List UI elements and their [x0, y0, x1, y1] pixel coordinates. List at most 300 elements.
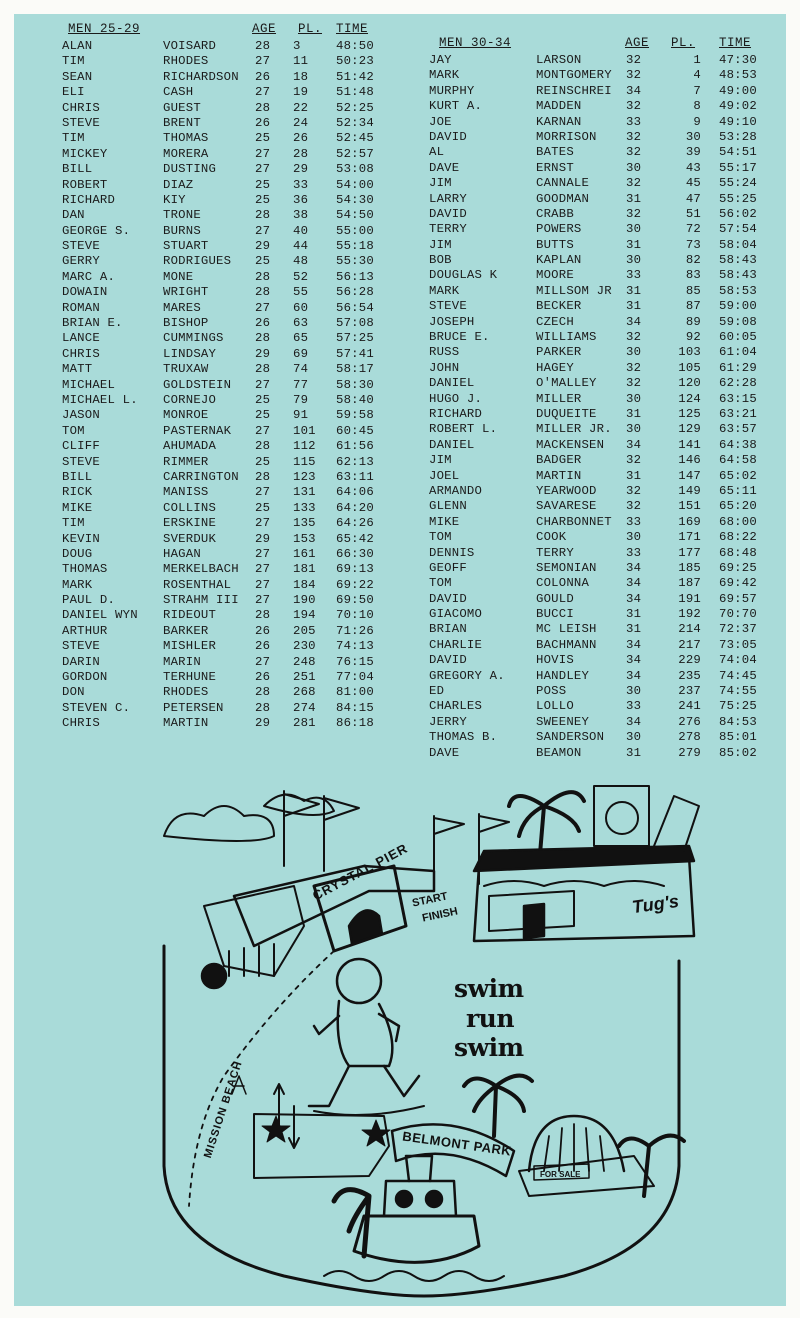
cloud-shape [164, 806, 274, 841]
first-name: THOMAS B. [429, 730, 498, 745]
first-name: BRIAN [429, 622, 467, 637]
age: 32 [626, 145, 642, 160]
place: 129 [678, 422, 701, 437]
place: 89 [685, 314, 701, 329]
age-heading: AGE [252, 22, 277, 36]
age: 33 [626, 545, 642, 560]
last-name: MARES [163, 300, 201, 315]
age: 27 [255, 546, 271, 561]
table-row [429, 730, 774, 745]
results-sheet [14, 14, 786, 1306]
last-name: CRABB [536, 206, 574, 221]
table-row [62, 393, 407, 408]
place: 101 [293, 423, 316, 438]
table-row [62, 655, 407, 670]
table-row [429, 68, 774, 83]
last-name: ROSENTHAL [163, 577, 232, 592]
table-row [62, 470, 407, 485]
first-name: STEVE [62, 639, 100, 654]
age: 32 [626, 176, 642, 191]
place: 205 [293, 623, 316, 638]
last-name: MILLSOM JR [536, 283, 612, 298]
last-name: TERRY [536, 545, 574, 560]
first-name: JERRY [429, 714, 467, 729]
finish-time: 52:34 [336, 115, 374, 130]
table-row [62, 701, 407, 716]
last-name: WRIGHT [163, 285, 209, 300]
last-name: RHODES [163, 685, 209, 700]
finish-time: 52:45 [336, 131, 374, 146]
last-name: BECKER [536, 299, 582, 314]
finish-time: 85:01 [719, 730, 757, 745]
finish-time: 66:30 [336, 546, 374, 561]
table-row [62, 254, 407, 269]
first-name: CHRIS [62, 346, 100, 361]
place: 43 [685, 160, 701, 175]
place: 83 [685, 268, 701, 283]
last-name: COOK [536, 530, 567, 545]
place: 52 [293, 269, 309, 284]
table-row [429, 299, 774, 314]
finish-time: 64:26 [336, 516, 374, 531]
table-row [62, 270, 407, 285]
age: 28 [255, 439, 271, 454]
place: 22 [293, 100, 309, 115]
finish-time: 60:45 [336, 423, 374, 438]
finish-time: 74:55 [719, 684, 757, 699]
table-row [62, 578, 407, 593]
table-row [429, 592, 774, 607]
last-name: MADDEN [536, 99, 582, 114]
place: 248 [293, 654, 316, 669]
place: 85 [685, 283, 701, 298]
place: 18 [293, 69, 309, 84]
first-name: LANCE [62, 331, 100, 346]
table-row [429, 284, 774, 299]
table-row [429, 192, 774, 207]
last-name: BATES [536, 145, 574, 160]
first-name: GORDON [62, 670, 108, 685]
place: 125 [678, 406, 701, 421]
beach-label: MISSION BEACH [202, 1059, 245, 1160]
age: 27 [255, 485, 271, 500]
table-row [62, 178, 407, 193]
place: 191 [678, 591, 701, 606]
last-name: REINSCHREI [536, 83, 612, 98]
race-illustration [134, 776, 714, 1316]
table-row [62, 608, 407, 623]
age: 32 [626, 453, 642, 468]
table-row [429, 746, 774, 761]
place: 141 [678, 437, 701, 452]
last-name: BACHMANN [536, 637, 597, 652]
cottage [204, 886, 304, 976]
place: 40 [293, 223, 309, 238]
finish-time: 62:13 [336, 454, 374, 469]
finish-time: 65:11 [719, 483, 757, 498]
age: 28 [255, 469, 271, 484]
finish-time: 65:42 [336, 531, 374, 546]
first-name: CHARLES [429, 699, 483, 714]
age: 27 [255, 562, 271, 577]
table-row [62, 501, 407, 516]
age: 34 [626, 591, 642, 606]
runner-body [338, 1001, 393, 1066]
place: 38 [293, 208, 309, 223]
table-row [429, 53, 774, 68]
table-row [62, 439, 407, 454]
age: 25 [255, 177, 271, 192]
table-row [62, 362, 407, 377]
table-row [429, 84, 774, 99]
table-row [429, 484, 774, 499]
first-name: MICKEY [62, 146, 108, 161]
age: 32 [626, 360, 642, 375]
first-name: BRUCE E. [429, 330, 490, 345]
last-name: LINDSAY [163, 346, 217, 361]
place: 230 [293, 639, 316, 654]
table-row [62, 532, 407, 547]
age: 28 [255, 39, 271, 53]
first-name: STEVE [429, 299, 467, 314]
place: 217 [678, 637, 701, 652]
table-row [62, 131, 407, 146]
last-name: DUSTING [163, 162, 217, 177]
age: 27 [255, 654, 271, 669]
first-name: DOUGLAS K [429, 268, 498, 283]
first-name: CLIFF [62, 439, 100, 454]
place: 105 [678, 360, 701, 375]
table-row [62, 485, 407, 500]
last-name: YEARWOOD [536, 483, 597, 498]
finish-time: 54:50 [336, 208, 374, 223]
place: 135 [293, 516, 316, 531]
last-name: CUMMINGS [163, 331, 224, 346]
age: 33 [626, 268, 642, 283]
place: 69 [293, 346, 309, 361]
last-name: MANISS [163, 485, 209, 500]
age: 28 [255, 269, 271, 284]
flag-sign [594, 786, 649, 846]
first-name: RICK [62, 485, 93, 500]
store-roof [474, 846, 694, 871]
last-name: ERSKINE [163, 516, 217, 531]
table-row [62, 562, 407, 577]
age: 32 [626, 330, 642, 345]
first-name: MATT [62, 362, 93, 377]
age: 25 [255, 254, 271, 269]
finish-time: 61:29 [719, 360, 757, 375]
finish-time: 64:38 [719, 437, 757, 452]
first-name: TIM [62, 54, 85, 69]
place: 44 [293, 239, 309, 254]
illustration-drawing [134, 776, 714, 1316]
last-name: GUEST [163, 100, 201, 115]
last-name: HANDLEY [536, 668, 590, 683]
palm-tree [464, 1076, 532, 1136]
last-name: LOLLO [536, 699, 574, 714]
finish-time: 56:54 [336, 300, 374, 315]
first-name: AL [429, 145, 445, 160]
place: 115 [293, 454, 316, 469]
table-row [429, 546, 774, 561]
finish-time: 58:43 [719, 268, 757, 283]
finish-time: 55:18 [336, 239, 374, 254]
place-heading: PL. [671, 36, 696, 50]
age: 25 [255, 131, 271, 146]
table-row [62, 424, 407, 439]
table-row [62, 193, 407, 208]
place: 112 [293, 439, 316, 454]
flag-icon [324, 796, 359, 871]
last-name: SWEENEY [536, 714, 590, 729]
place-heading: PL. [298, 22, 323, 36]
last-name: COLONNA [536, 576, 590, 591]
finish-time: 81:00 [336, 685, 374, 700]
table-row [62, 208, 407, 223]
finish-time: 55:24 [719, 176, 757, 191]
last-name: TERHUNE [163, 670, 217, 685]
age: 27 [255, 146, 271, 161]
table-row [62, 670, 407, 685]
age: 31 [626, 191, 642, 206]
first-name: GERRY [62, 254, 100, 269]
last-name: BISHOP [163, 316, 209, 331]
finish-time: 73:05 [719, 637, 757, 652]
finish-time: 64:06 [336, 485, 374, 500]
last-name: MERKELBACH [163, 562, 239, 577]
finish-time: 59:00 [719, 299, 757, 314]
finish-time: 56:28 [336, 285, 374, 300]
place: 278 [678, 730, 701, 745]
table-row [429, 222, 774, 237]
age: 32 [626, 206, 642, 221]
finish-time: 76:15 [336, 654, 374, 669]
age: 28 [255, 100, 271, 115]
age: 34 [626, 437, 642, 452]
place: 63 [293, 316, 309, 331]
age: 34 [626, 637, 642, 652]
first-name: MARC A. [62, 269, 116, 284]
last-name: CANNALE [536, 176, 590, 191]
last-name: DIAZ [163, 177, 194, 192]
age: 26 [255, 670, 271, 685]
store-awning [484, 881, 664, 886]
arrow-down-icon [289, 1106, 299, 1148]
flag-icon [654, 796, 699, 851]
place: 47 [685, 191, 701, 206]
first-name: ELI [62, 85, 85, 100]
first-name: STEVE [62, 454, 100, 469]
table-row [62, 716, 407, 731]
last-name: HAGEY [536, 360, 574, 375]
table-header [429, 36, 774, 53]
park-sign-text: BELMONT PARK [401, 1128, 513, 1159]
men-30-34-table [429, 36, 774, 761]
age: 31 [626, 607, 642, 622]
table-row [429, 469, 774, 484]
place: 151 [678, 499, 701, 514]
place: 73 [685, 237, 701, 252]
finish-time: 58:17 [336, 362, 374, 377]
place: 55 [293, 285, 309, 300]
age: 25 [255, 408, 271, 423]
first-name: CHARLIE [429, 637, 483, 652]
last-name: TRONE [163, 208, 201, 223]
table-row [429, 330, 774, 345]
finish-time: 54:51 [719, 145, 757, 160]
table-row [429, 438, 774, 453]
finish-time: 65:20 [719, 499, 757, 514]
first-name: DAN [62, 208, 85, 223]
finish-time: 58:40 [336, 392, 374, 407]
place: 147 [678, 468, 701, 483]
place: 60 [293, 300, 309, 315]
table-row [429, 422, 774, 437]
age: 30 [626, 684, 642, 699]
first-name: KEVIN [62, 531, 100, 546]
flag-icon [284, 791, 319, 866]
first-name: DAVID [429, 129, 467, 144]
first-name: JIM [429, 237, 452, 252]
finish-time: 68:00 [719, 514, 757, 529]
age: 34 [626, 314, 642, 329]
place: 3 [293, 39, 301, 53]
first-name: ROMAN [62, 300, 100, 315]
finish-time: 61:56 [336, 439, 374, 454]
pier-arch [349, 910, 382, 944]
finish-time: 51:48 [336, 85, 374, 100]
finish-time: 57:08 [336, 316, 374, 331]
last-name: MARTIN [163, 716, 209, 731]
last-name: BEAMON [536, 745, 582, 760]
runner-arms [314, 1014, 399, 1041]
table-row [62, 101, 407, 116]
first-name: JIM [429, 176, 452, 191]
place: 229 [678, 653, 701, 668]
last-name: RICHARDSON [163, 69, 239, 84]
age: 27 [255, 162, 271, 177]
first-name: DANIEL [429, 437, 475, 452]
age: 32 [626, 99, 642, 114]
table-header [62, 22, 407, 39]
table-row [62, 85, 407, 100]
finish-time: 72:37 [719, 622, 757, 637]
finish-time: 64:58 [719, 453, 757, 468]
finish-time: 52:57 [336, 146, 374, 161]
place: 120 [678, 376, 701, 391]
last-name: RHODES [163, 54, 209, 69]
place: 92 [685, 330, 701, 345]
age: 30 [626, 253, 642, 268]
place: 274 [293, 700, 316, 715]
last-name: MISHLER [163, 639, 217, 654]
first-name: DENNIS [429, 545, 475, 560]
finish-time: 49:10 [719, 114, 757, 129]
first-name: TERRY [429, 222, 467, 237]
place: 161 [293, 546, 316, 561]
age: 34 [626, 560, 642, 575]
last-name: MORRISON [536, 129, 597, 144]
finish-time: 65:02 [719, 468, 757, 483]
age: 33 [626, 114, 642, 129]
place: 235 [678, 668, 701, 683]
age: 31 [626, 622, 642, 637]
age: 33 [626, 699, 642, 714]
first-name: BOB [429, 253, 452, 268]
finish-time: 69:13 [336, 562, 374, 577]
table-row [62, 39, 407, 54]
last-name: BUTTS [536, 237, 574, 252]
first-name: DAVE [429, 160, 460, 175]
tugboat-hull [354, 1216, 479, 1262]
table-row [429, 115, 774, 130]
table-row [62, 301, 407, 316]
age: 33 [626, 514, 642, 529]
place: 177 [678, 545, 701, 560]
finish-time: 49:02 [719, 99, 757, 114]
first-name: BRIAN E. [62, 316, 123, 331]
age: 30 [626, 730, 642, 745]
first-name: MICHAEL L. [62, 392, 138, 407]
last-name: DUQUEITE [536, 406, 597, 421]
finish-time: 55:25 [719, 191, 757, 206]
age: 25 [255, 454, 271, 469]
last-name: RIDEOUT [163, 608, 217, 623]
table-row [429, 268, 774, 283]
table-row [429, 345, 774, 360]
runner-shadow [314, 1106, 424, 1115]
last-name: SEMONIAN [536, 560, 597, 575]
finish-time: 75:25 [719, 699, 757, 714]
division-heading: MEN 25-29 [68, 22, 141, 36]
first-name: JIM [429, 453, 452, 468]
last-name: MACKENSEN [536, 437, 605, 452]
last-name: MARIN [163, 654, 201, 669]
age: 30 [626, 160, 642, 175]
last-name: SAVARESE [536, 499, 597, 514]
last-name: ERNST [536, 160, 574, 175]
last-name: CARRINGTON [163, 469, 239, 484]
last-name: POSS [536, 684, 567, 699]
table-row [429, 376, 774, 391]
finish-time: 69:57 [719, 591, 757, 606]
first-name: DANIEL WYN [62, 608, 138, 623]
finish-time: 63:15 [719, 391, 757, 406]
first-name: JOEL [429, 468, 460, 483]
age: 25 [255, 192, 271, 207]
age: 27 [255, 85, 271, 100]
table-row [429, 653, 774, 668]
last-name: KAPLAN [536, 253, 582, 268]
age: 30 [626, 422, 642, 437]
first-name: RICHARD [62, 192, 116, 207]
table-row [62, 239, 407, 254]
first-name: DAVID [429, 206, 467, 221]
table-row [429, 607, 774, 622]
place: 268 [293, 685, 316, 700]
last-name: MONTGOMERY [536, 68, 612, 83]
place: 28 [293, 146, 309, 161]
last-name: LARSON [536, 53, 582, 67]
table-row [62, 224, 407, 239]
finish-time: 59:08 [719, 314, 757, 329]
age: 28 [255, 208, 271, 223]
place: 9 [693, 114, 701, 129]
table-row [429, 669, 774, 684]
finish-time: 55:30 [336, 254, 374, 269]
last-name: GOLDSTEIN [163, 377, 232, 392]
